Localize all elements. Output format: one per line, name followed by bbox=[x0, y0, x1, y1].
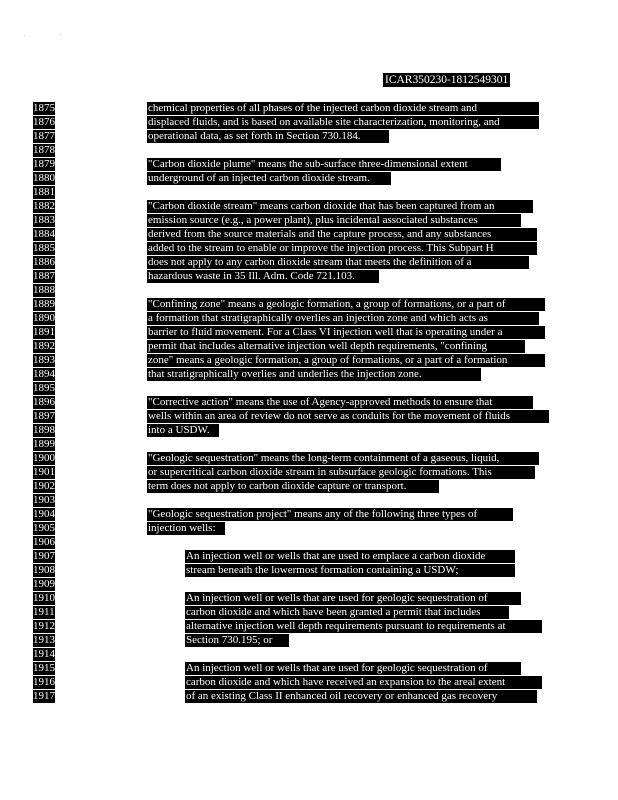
line-number: 1877 bbox=[33, 130, 55, 142]
line-number: 1917 bbox=[33, 690, 55, 702]
text-line: term does not apply to carbon dioxide capture or transport. bbox=[147, 480, 439, 493]
text-line: a formation that stratigraphically overlies an injection zone and which acts as bbox=[147, 312, 539, 325]
text-line: chemical properties of all phases of the injected carbon dioxide stream and bbox=[147, 102, 539, 115]
text-line: barrier to fluid movement. For a Class VI injection well that is operating under a bbox=[147, 326, 545, 339]
line-number: 1906 bbox=[33, 536, 55, 548]
text-line: derived from the source materials and the capture process, and any substances bbox=[147, 228, 537, 241]
line-number: 1885 bbox=[33, 242, 55, 254]
line-number: 1915 bbox=[33, 662, 55, 674]
line-number: 1897 bbox=[33, 410, 55, 422]
line-number: 1889 bbox=[33, 298, 55, 310]
text-line: hazardous waste in 35 Ill. Adm. Code 721.103. bbox=[147, 270, 379, 283]
line-number: 1878 bbox=[33, 144, 55, 156]
text-line: displaced fluids, and is based on available site characterization, monitoring, and bbox=[147, 116, 539, 129]
line-number: 1910 bbox=[33, 592, 55, 604]
line-number: 1909 bbox=[33, 578, 55, 590]
text-line: zone" means a geologic formation, a group of formations, or a part of a formation bbox=[147, 354, 545, 367]
text-line: An injection well or wells that are used for geologic sequestration of bbox=[185, 662, 521, 675]
text-line: or supercritical carbon dioxide stream in subsurface geologic formations. This bbox=[147, 466, 535, 479]
line-number: 1899 bbox=[33, 438, 55, 450]
line-number: 1908 bbox=[33, 564, 55, 576]
line-number: 1903 bbox=[33, 494, 55, 506]
line-number: 1880 bbox=[33, 172, 55, 184]
scan-mark: ' bbox=[24, 35, 26, 41]
line-number: 1913 bbox=[33, 634, 55, 646]
line-number: 1892 bbox=[33, 340, 55, 352]
text-line: carbon dioxide and which have been granted a permit that includes bbox=[185, 606, 509, 619]
line-number: 1898 bbox=[33, 424, 55, 436]
line-number: 1902 bbox=[33, 480, 55, 492]
line-number: 1888 bbox=[33, 284, 55, 296]
line-number: 1881 bbox=[33, 186, 55, 198]
line-number: 1900 bbox=[33, 452, 55, 464]
line-number: 1876 bbox=[33, 116, 55, 128]
document-header-id: ICAR350230-1812549301 bbox=[385, 74, 509, 86]
text-line: into a USDW. bbox=[147, 424, 219, 437]
line-number: 1886 bbox=[33, 256, 55, 268]
line-number: 1893 bbox=[33, 354, 55, 366]
line-number: 1911 bbox=[33, 606, 55, 618]
text-line: "Confining zone" means a geologic formation, a group of formations, or a part of bbox=[147, 298, 545, 311]
text-line: wells within an area of review do not serve as conduits for the movement of fluids bbox=[147, 410, 549, 423]
text-line: An injection well or wells that are used for geologic sequestration of bbox=[185, 592, 521, 605]
line-number: 1894 bbox=[33, 368, 55, 380]
text-line: An injection well or wells that are used to emplace a carbon dioxide bbox=[185, 550, 515, 563]
line-number: 1904 bbox=[33, 508, 55, 520]
line-number: 1912 bbox=[33, 620, 55, 632]
line-number: 1875 bbox=[33, 102, 55, 114]
text-line: permit that includes alternative injection well depth requirements, "confining bbox=[147, 340, 525, 353]
line-number: 1914 bbox=[33, 648, 55, 660]
line-number: 1887 bbox=[33, 270, 55, 282]
text-line: Section 730.195; or bbox=[185, 634, 289, 647]
line-number: 1891 bbox=[33, 326, 55, 338]
line-number: 1901 bbox=[33, 466, 55, 478]
line-number: 1884 bbox=[33, 228, 55, 240]
text-line: of an existing Class II enhanced oil recovery or enhanced gas recovery bbox=[185, 690, 537, 703]
line-number: 1879 bbox=[33, 158, 55, 170]
line-number: 1907 bbox=[33, 550, 55, 562]
line-number: 1883 bbox=[33, 214, 55, 226]
line-number: 1896 bbox=[33, 396, 55, 408]
text-line: carbon dioxide and which have received an expansion to the areal extent bbox=[185, 676, 542, 689]
line-number: 1916 bbox=[33, 676, 55, 688]
line-number: 1882 bbox=[33, 200, 55, 212]
text-line: emission source (e.g., a power plant), plus incidental associated substances bbox=[147, 214, 521, 227]
text-line: operational data, as set forth in Section 730.184. bbox=[147, 130, 389, 143]
text-line: "Corrective action" means the use of Agency-approved methods to ensure that bbox=[147, 396, 533, 409]
scan-mark: ' bbox=[60, 34, 62, 40]
text-line: underground of an injected carbon dioxide stream. bbox=[147, 172, 391, 185]
text-line: "Carbon dioxide stream" means carbon dioxide that has been captured from an bbox=[147, 200, 533, 213]
line-number: 1895 bbox=[33, 382, 55, 394]
text-line: "Geologic sequestration project" means any of the following three types of bbox=[147, 508, 513, 521]
text-line: added to the stream to enable or improve the injection process. This Subpart H bbox=[147, 242, 537, 255]
text-line: stream beneath the lowermost formation containing a USDW; bbox=[185, 564, 515, 577]
text-line: "Carbon dioxide plume" means the sub-surface three-dimensional extent bbox=[147, 158, 501, 171]
text-line: that stratigraphically overlies and underlies the injection zone. bbox=[147, 368, 481, 381]
line-number: 1890 bbox=[33, 312, 55, 324]
text-line: injection wells: bbox=[147, 522, 225, 535]
text-line: alternative injection well depth requirements pursuant to requirements at bbox=[185, 620, 542, 633]
line-number: 1905 bbox=[33, 522, 55, 534]
text-line: does not apply to any carbon dioxide stream that meets the definition of a bbox=[147, 256, 529, 269]
text-line: "Geologic sequestration" means the long-term containment of a gaseous, liquid, bbox=[147, 452, 539, 465]
